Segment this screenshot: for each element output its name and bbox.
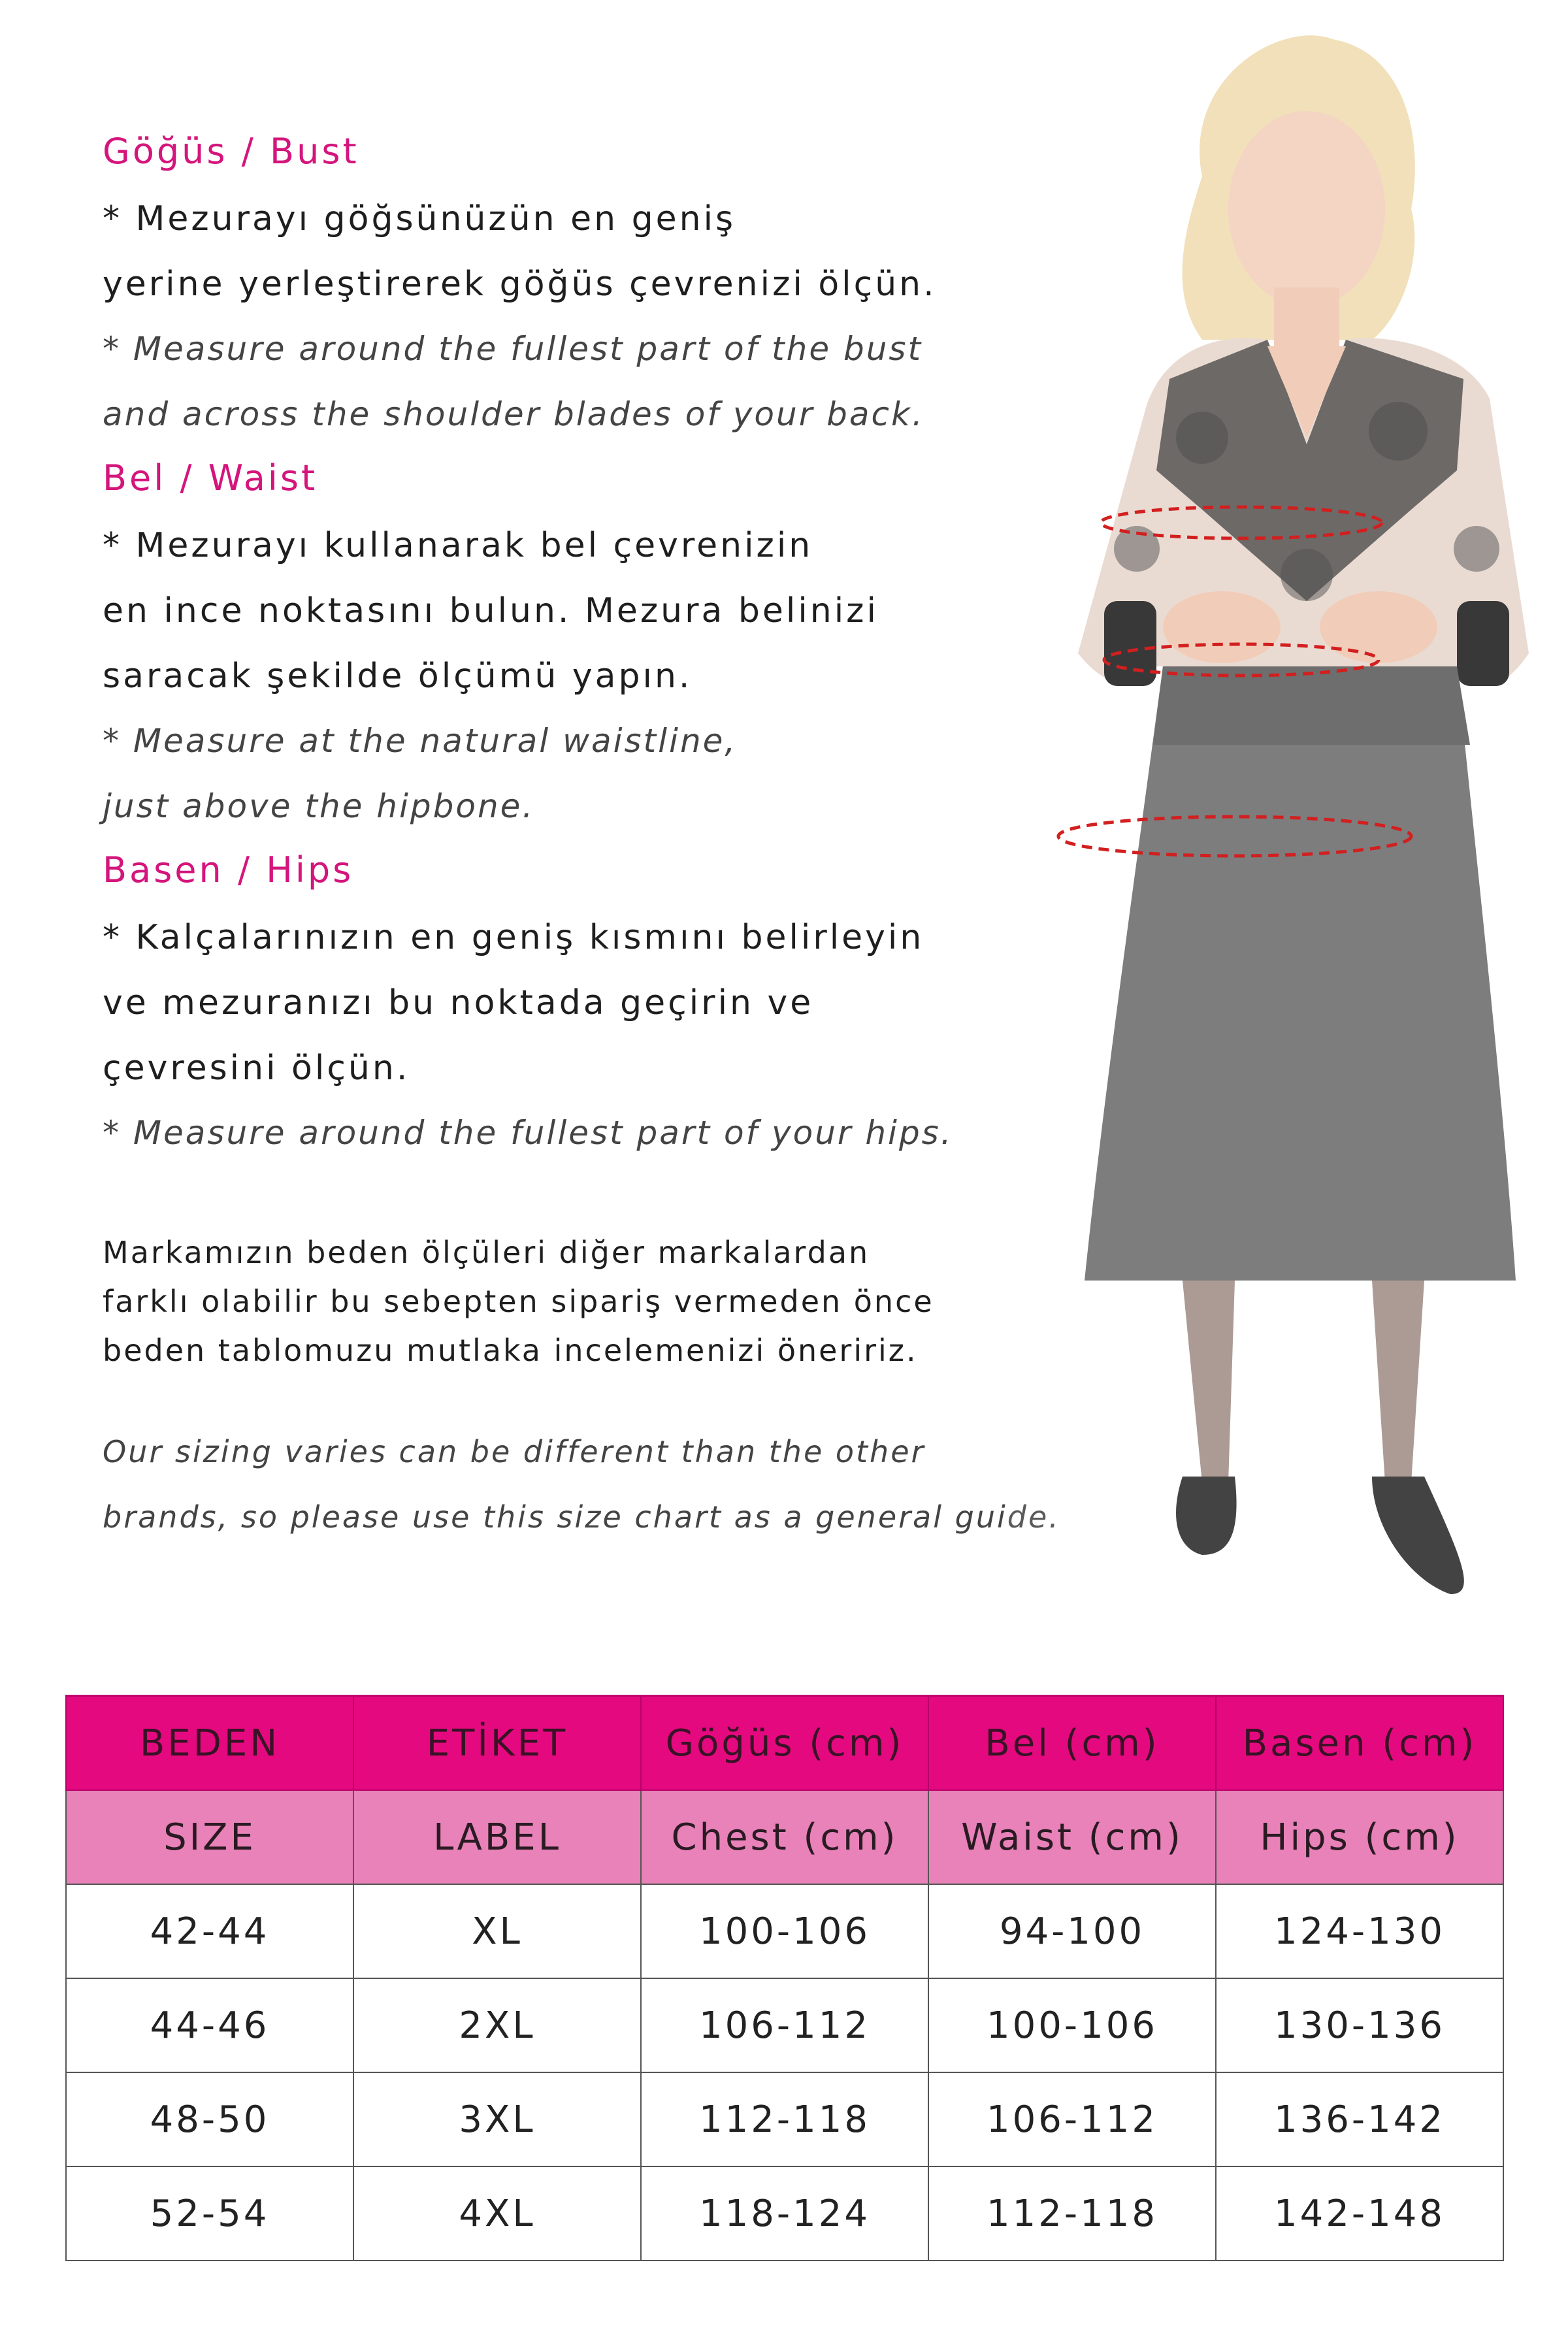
bust-en-line-2: and across the shoulder blades of your back. <box>103 395 924 433</box>
hips-tr-line-1: * Kalçalarınızın en geniş kısmını belirleyin <box>103 918 924 957</box>
table-cell: 2XL <box>353 1978 641 2072</box>
waist-heading: Bel / Waist <box>103 457 318 498</box>
waist-tr-line-2: en ince noktasını bulun. Mezura belinizi <box>103 591 879 630</box>
waist-tr-line-3: saracak şekilde ölçümü yapın. <box>103 657 693 696</box>
hips-tr-line-3: çevresini ölçün. <box>103 1049 410 1088</box>
table-cell: 106-112 <box>928 2072 1216 2166</box>
bust-tr-line-1: * Mezurayı göğsünüzün en geniş <box>103 199 736 238</box>
table-row <box>66 2072 1503 2166</box>
waist-en-line-1: * Measure at the natural waistline, <box>103 722 738 760</box>
header-cell: LABEL <box>353 1790 641 1884</box>
header-cell: Basen (cm) <box>1216 1696 1503 1791</box>
table-cell: 124-130 <box>1216 1884 1503 1978</box>
header-cell: Bel (cm) <box>928 1696 1216 1791</box>
table-cell: 142-148 <box>1216 2166 1503 2261</box>
table-cell: 94-100 <box>928 1884 1216 1978</box>
table-cell: 112-118 <box>641 2072 928 2166</box>
table-row <box>66 2166 1503 2261</box>
table-header-tr <box>66 1696 1503 1791</box>
table-cell: 112-118 <box>928 2166 1216 2261</box>
table-cell: 48-50 <box>66 2072 353 2166</box>
header-cell: Waist (cm) <box>928 1790 1216 1884</box>
note-tr-line-1: Markamızın beden ölçüleri diğer markalardan <box>103 1235 870 1270</box>
header-cell: BEDEN <box>66 1696 353 1791</box>
size-table <box>65 1695 1504 2261</box>
table-cell: 106-112 <box>641 1978 928 2072</box>
header-cell: SIZE <box>66 1790 353 1884</box>
table-row <box>66 1884 1503 1978</box>
header-cell: Hips (cm) <box>1216 1790 1503 1884</box>
table-header-en <box>66 1790 1503 1884</box>
table-cell: 100-106 <box>928 1978 1216 2072</box>
bust-tr-line-2: yerine yerleştirerek göğüs çevrenizi ölçün. <box>103 265 937 304</box>
waist-tr-line-1: * Mezurayı kullanarak bel çevrenizin <box>103 526 813 565</box>
table-cell: 136-142 <box>1216 2072 1503 2166</box>
table-row <box>66 1978 1503 2072</box>
bust-en-line-1: * Measure around the fullest part of the bust <box>103 330 923 368</box>
header-cell: Chest (cm) <box>641 1790 928 1884</box>
hips-tr-line-2: ve mezuranızı bu noktada geçirin ve <box>103 983 814 1022</box>
table-cell: 118-124 <box>641 2166 928 2261</box>
table-cell: 100-106 <box>641 1884 928 1978</box>
header-cell: ETİKET <box>353 1696 641 1791</box>
note-en-line-2: brands, so please use this size chart as a general guide. <box>103 1499 1060 1535</box>
note-en-line-1: Our sizing varies can be different than the other <box>103 1434 926 1469</box>
table-cell: XL <box>353 1884 641 1978</box>
table-cell: 3XL <box>353 2072 641 2166</box>
note-tr-line-3: beden tablomuzu mutlaka incelemenizi öneririz. <box>103 1333 918 1368</box>
waist-en-line-2: just above the hipbone. <box>103 787 535 825</box>
bust-heading: Göğüs / Bust <box>103 131 359 172</box>
hips-heading: Basen / Hips <box>103 849 354 890</box>
table-cell: 4XL <box>353 2166 641 2261</box>
table-cell: 44-46 <box>66 1978 353 2072</box>
table-cell: 42-44 <box>66 1884 353 1978</box>
header-cell: Göğüs (cm) <box>641 1696 928 1791</box>
note-tr-line-2: farklı olabilir bu sebepten sipariş vermeden önce <box>103 1284 934 1319</box>
model-figure <box>1006 13 1542 1673</box>
hips-en-line-1: * Measure around the fullest part of your hips. <box>103 1114 953 1152</box>
table-cell: 130-136 <box>1216 1978 1503 2072</box>
table-cell: 52-54 <box>66 2166 353 2261</box>
